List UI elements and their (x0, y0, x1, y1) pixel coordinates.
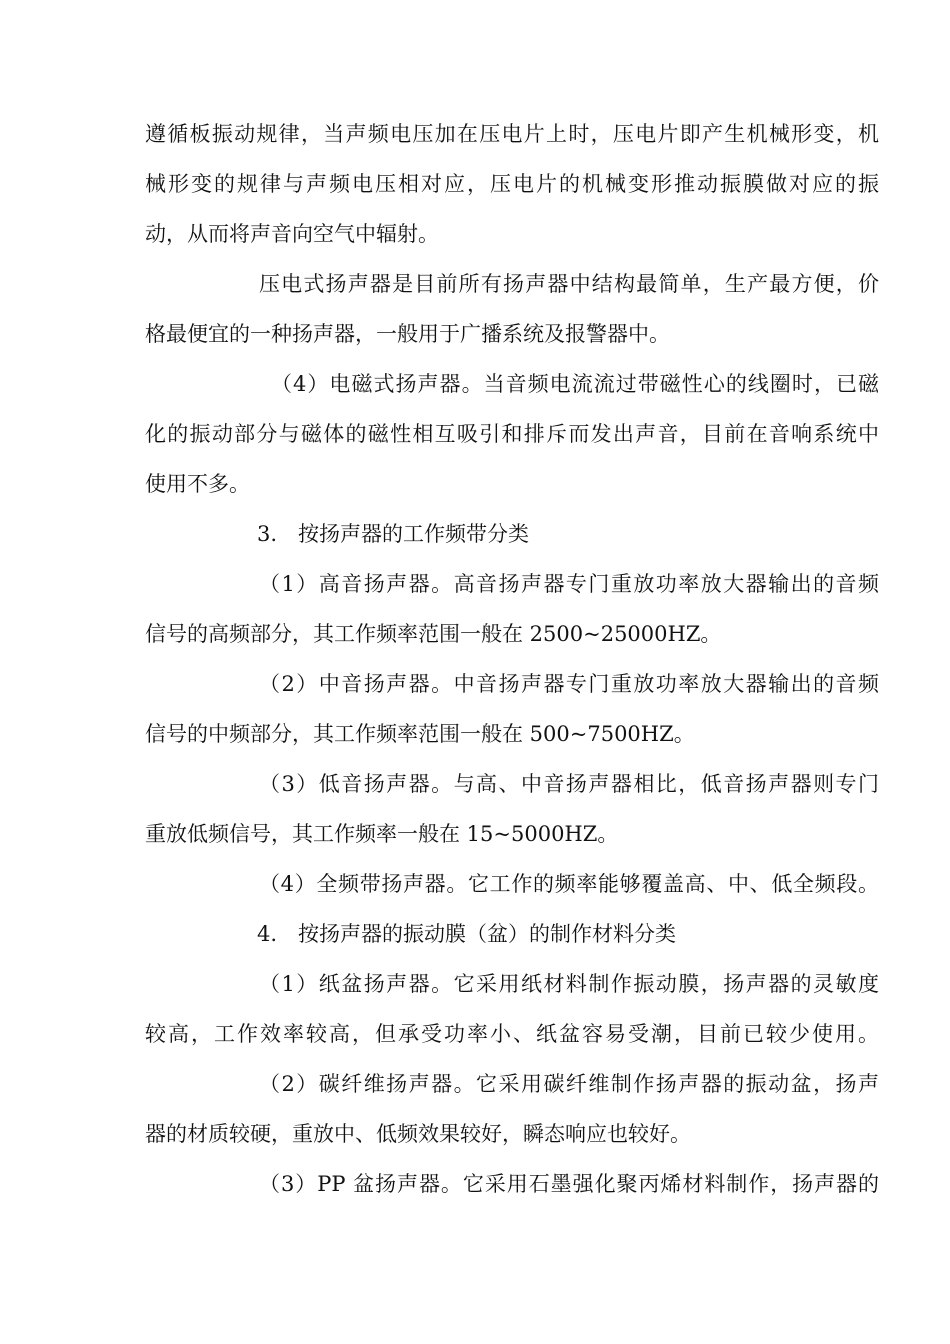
text-line: 遵循板振动规律，当声频电压加在压电片上时，压电片即产生机械形变，机 (145, 122, 879, 146)
text-line: 较高，工作效率较高，但承受功率小、纸盆容易受潮，目前已较少使用。 (145, 1022, 879, 1046)
text-line: 动，从而将声音向空气中辐射。 (145, 222, 439, 246)
text-line: 信号的高频部分，其工作频率范围一般在 2500~25000HZ。 (145, 622, 722, 646)
text-line: 重放低频信号，其工作频率一般在 15~5000HZ。 (145, 822, 619, 846)
text-line: （3）低音扬声器。与高、中音扬声器相比，低音扬声器则专门 (259, 772, 879, 796)
text-line: 信号的中频部分，其工作频率范围一般在 500~7500HZ。 (145, 722, 695, 746)
text-line: 器的材质较硬，重放中、低频效果较好，瞬态响应也较好。 (145, 1122, 691, 1146)
text-line: （1）高音扬声器。高音扬声器专门重放功率放大器输出的音频 (259, 572, 879, 596)
section-heading: 4. 按扬声器的振动膜（盆）的制作材料分类 (257, 922, 677, 946)
text-line: （1）纸盆扬声器。它采用纸材料制作振动膜，扬声器的灵敏度 (259, 972, 879, 996)
section-heading: 3. 按扬声器的工作频带分类 (257, 522, 530, 546)
text-line: （2）中音扬声器。中音扬声器专门重放功率放大器输出的音频 (259, 672, 879, 696)
text-line: 化的振动部分与磁体的磁性相互吸引和排斥而发出声音，目前在音响系统中 (145, 422, 879, 446)
text-line: （2）碳纤维扬声器。它采用碳纤维制作扬声器的振动盆，扬声 (259, 1072, 879, 1096)
text-line: 压电式扬声器是目前所有扬声器中结构最简单，生产最方便，价 (259, 272, 879, 296)
text-line: 格最便宜的一种扬声器，一般用于广播系统及报警器中。 (145, 322, 670, 346)
text-line: （4）全频带扬声器。它工作的频率能够覆盖高、中、低全频段。 (259, 872, 879, 896)
text-line: （3）PP 盆扬声器。它采用石墨强化聚丙烯材料制作，扬声器的 (259, 1172, 879, 1196)
text-line: （4）电磁式扬声器。当音频电流流过带磁性心的线圈时，已磁 (271, 372, 879, 396)
text-line: 使用不多。 (145, 472, 250, 496)
text-line: 械形变的规律与声频电压相对应，压电片的机械变形推动振膜做对应的振 (145, 172, 879, 196)
